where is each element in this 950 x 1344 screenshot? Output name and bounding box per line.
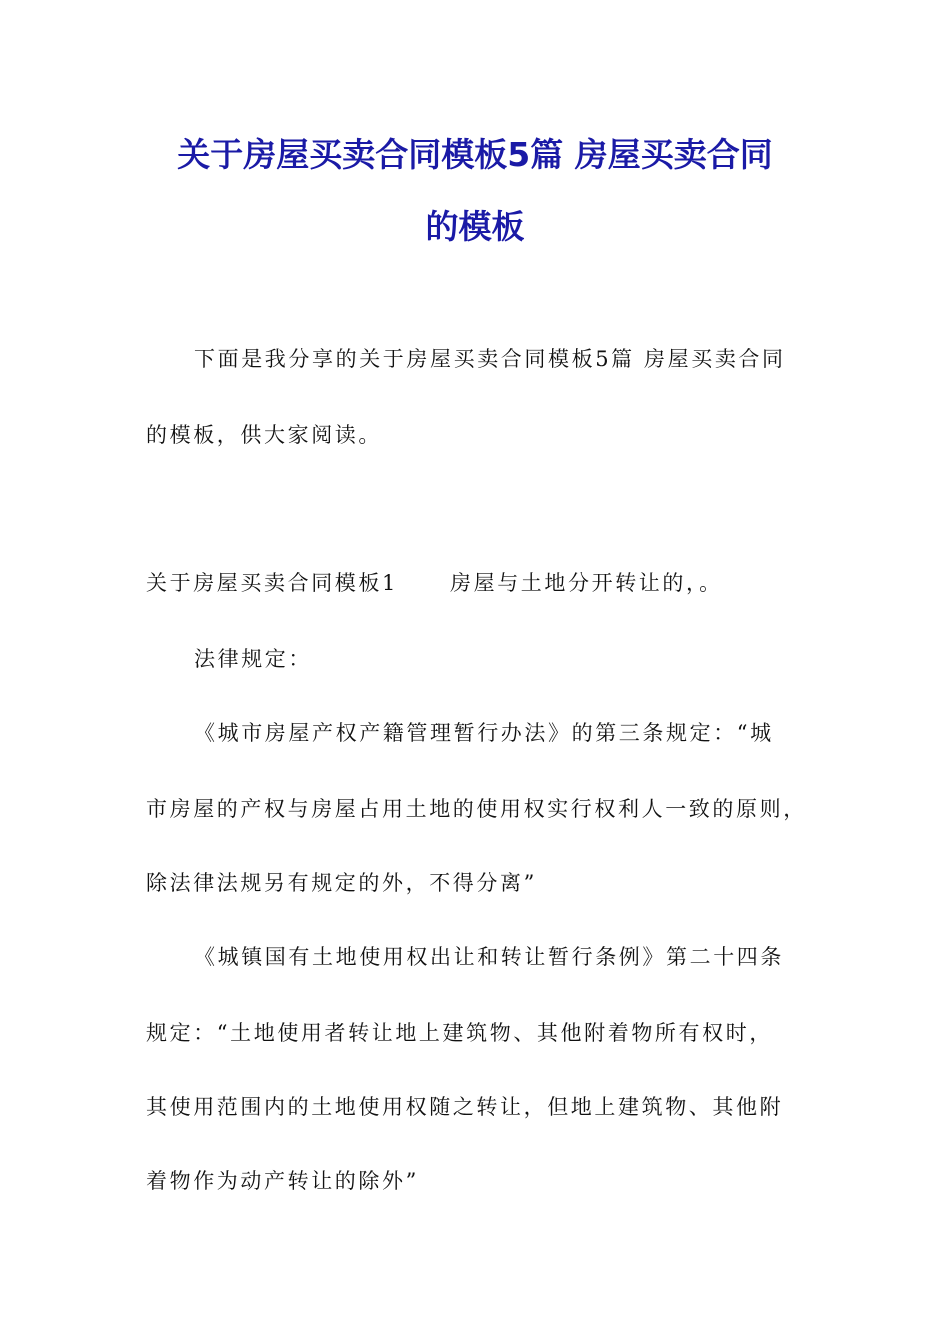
intro-paragraph-line-2: 的模板，供大家阅读。 [146, 423, 382, 447]
law-quote-2-line-1: 《城镇国有土地使用权出让和转让暂行条例》第二十四条 [194, 945, 784, 969]
law-quote-1-line-1: 《城市房屋产权产籍管理暂行办法》的第三条规定：“城 [194, 721, 774, 745]
law-quote-2-line-3: 其使用范围内的土地使用权随之转让，但地上建筑物、其他附 [146, 1095, 784, 1119]
law-quote-1-line-2: 市房屋的产权与房屋占用土地的使用权实行权利人一致的原则， [146, 797, 807, 821]
law-quote-2-line-2: 规定：“土地使用者转让地上建筑物、其他附着物所有权时， [146, 1021, 773, 1045]
document-title-line-2: 的模板 [425, 207, 525, 246]
law-quote-1-line-3: 除法律法规另有规定的外，不得分离” [146, 871, 537, 895]
intro-paragraph-line-1: 下面是我分享的关于房屋买卖合同模板5篇 房屋买卖合同 [194, 347, 786, 371]
law-quote-2-line-4: 着物作为动产转让的除外” [146, 1169, 419, 1193]
law-label: 法律规定： [194, 647, 312, 671]
section-heading-tail: 房屋与土地分开转让的，。 [450, 571, 723, 595]
document-title-line-1: 关于房屋买卖合同模板5篇 房屋买卖合同 [177, 135, 773, 174]
section-heading: 关于房屋买卖合同模板1 [146, 571, 398, 595]
